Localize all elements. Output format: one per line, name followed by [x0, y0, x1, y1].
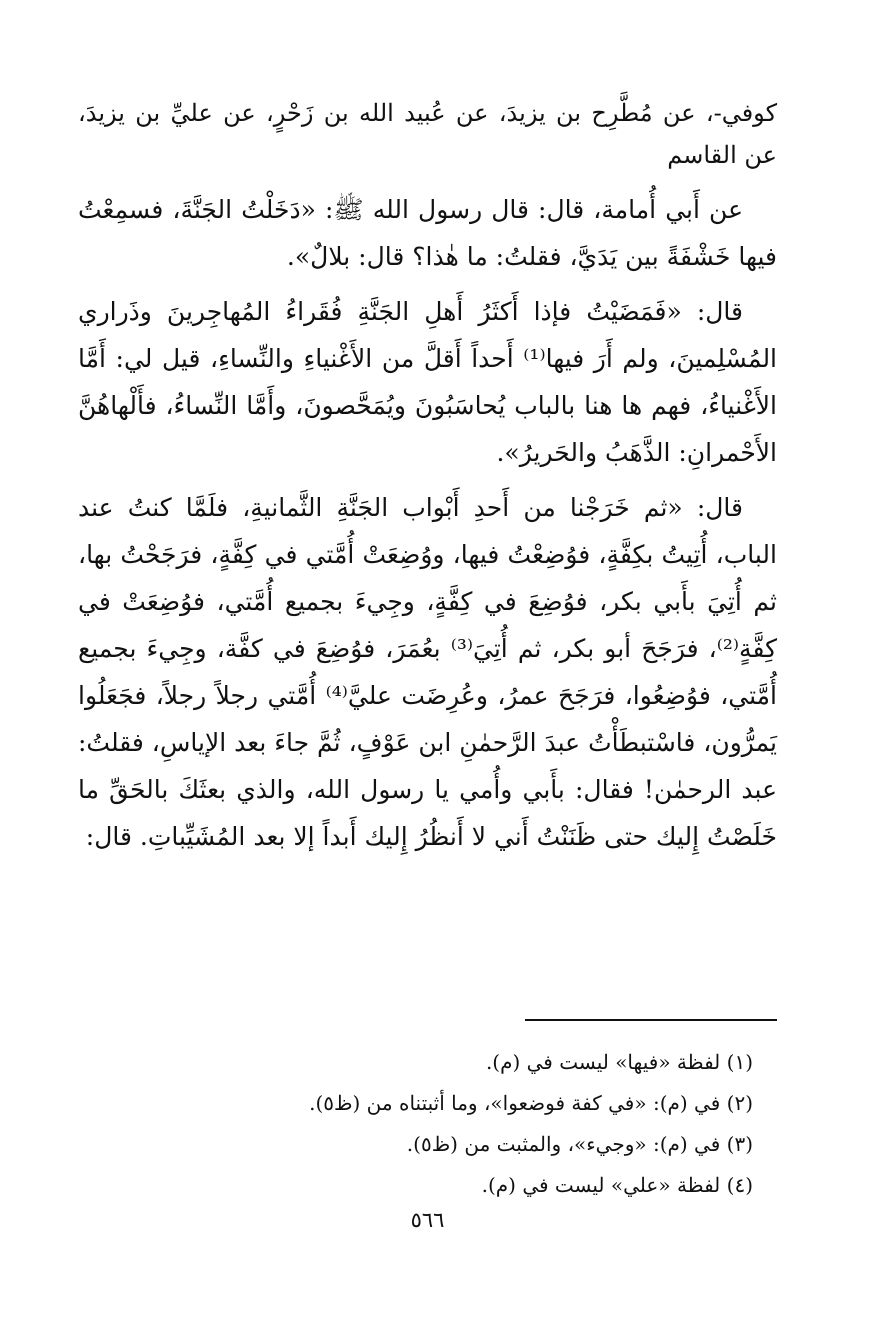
- footnote-1: (١) لفظة «فيها» ليست في (م).: [485, 1050, 753, 1074]
- paragraph-scale-weighing: قال: «ثم خَرَجْنا من أَحدِ أَبْواب الجَنَّةِ الثَّمانيةِ، فلَمَّا كنتُ عند الباب، أُتِيتُ بكِفَّةٍ، فوُضِعْتُ فيها، ووُضِعَتْ أُمَّتي في كِفَّةٍ، فرَجَحْتُ بها، ثم أُتِيَ بأَبي بكر، فوُضِعَ في كِفَّةٍ، وجِيءَ بجميع أُمَّتي، فوُضِعَتْ في كِفَّةٍ⁽²⁾، فرَجَحَ أبو بكر، ثم أُتِيَ⁽³⁾ بعُمَرَ، فوُضِعَ في كفَّة، وجِيءَ بجميع أُمَّتي، فوُضِعُوا، فرَجَحَ عمرُ، وعُرِضَت عليَّ⁽⁴⁾ أُمَّتي رجلاً رجلاً، فجَعَلُوا يَمرُّون، فاسْتبطَأْتُ عبدَ الرَّحمٰنِ ابن عَوْفٍ، ثُمَّ جاءَ بعد الإياسِ، فقلتُ: عبد الرحمٰن! فقال: بأَبي وأُمي يا رسول الله، والذي بعثَكَ بالحَقِّ ما خَلَصْتُ إِليك حتى ظَنَنْتُ أَني لا أَنظُرُ إِليك أَبداً إلا بعد المُشَيِّباتِ. قال:: [78, 493, 778, 851]
- paragraph-people-of-paradise: قال: «فَمَضَيْتُ فإذا أَكثَرُ أَهلِ الجَنَّةِ فُقَراءُ المُهاجِرينَ وذَراري المُسْلِمينَ، ولم أَرَ فيها⁽¹⁾ أَحداً أَقلَّ من الأَغْنياءِ والنِّساءِ، قيل لي: أَمَّا الأَغْنياءُ، فهم ها هنا بالباب يُحاسَبُونَ ويُمَحَّصونَ، وأَمَّا النِّساءُ، فأَلْهاهُنَّ الأَحْمرانِ: الذَّهَبُ والحَريرُ».: [78, 297, 778, 467]
- page-number: ٥٦٦: [410, 1208, 445, 1232]
- footnote-4: (٤) لفظة «علي» ليست في (م).: [481, 1173, 753, 1197]
- paragraph-hadith-opening: عن أَبي أُمامة، قال: قال رسول الله ﷺ: «دَخَلْتُ الجَنَّةَ، فسمِعْتُ فيها خَشْفَةً بين يَدَيَّ، فقلتُ: ما هٰذا؟ قال: بلالٌ».: [78, 195, 777, 271]
- footnote-divider: [525, 1019, 777, 1021]
- footnotes-section: [78, 1042, 753, 1206]
- footnote-3: (٣) في (م): «وجيء»، والمثبت من (ظ٥).: [406, 1132, 753, 1156]
- book-page: [78, 92, 777, 1333]
- footnote-2: (٢) في (م): «في كفة فوضعوا»، وما أثبتناه من (ظ٥).: [309, 1091, 753, 1115]
- paragraph-isnad: كوفي-، عن مُطَّرِح بن يزيدَ، عن عُبيد الله بن زَحْرٍ، عن عليِّ بن يزيدَ، عن القاسم: [78, 99, 777, 169]
